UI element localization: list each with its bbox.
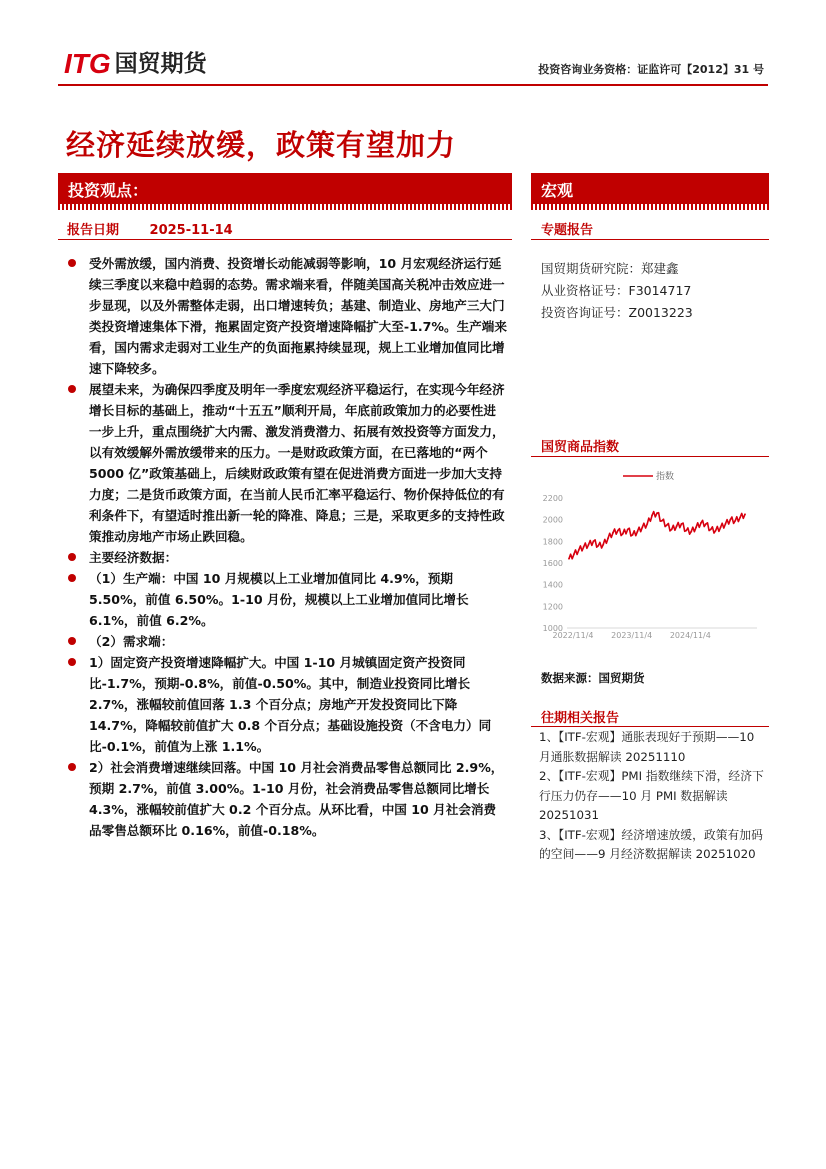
index-data-point xyxy=(671,529,673,531)
index-data-point xyxy=(744,513,746,515)
y-tick-label: 1800 xyxy=(542,537,563,547)
company-logo xyxy=(64,50,207,78)
date-rule xyxy=(58,239,512,240)
index-data-point xyxy=(666,524,668,526)
index-data-point xyxy=(583,546,585,548)
y-tick-label: 1600 xyxy=(542,559,563,568)
index-data-point xyxy=(695,526,697,528)
logo-latin: ITG xyxy=(64,48,111,79)
report-date: 2025-11-14 xyxy=(149,223,233,238)
x-tick-label: 2023/11/4 xyxy=(611,631,653,640)
investment-view-bar xyxy=(58,173,512,210)
bullet-paragraph: 受外需放缓，国内消费、投资增长动能减弱等影响，10 月宏观经济运行延续三季度以来稳中趋弱的态势。需求端来看，伴随美国高关税冲击效应进一步显现，以及外需整体走弱，出口增速转负；基建、制造业、房地产三大门类投资增速集体下滑，拖累固定资产投资增速降幅扩大至-1.7%。生产端来看，国内需求走弱对工业生产的负面拖累持续显现，规上工业增加值同比增速下降较多。 xyxy=(68,253,508,379)
related-section-title: 往期相关报告 xyxy=(541,711,620,726)
index-data-point xyxy=(734,520,736,522)
index-data-point xyxy=(627,529,629,531)
related-report-link[interactable]: 1、【ITF-宏观】通胀表现好于预期——10 月通胀数据解读 20251110 xyxy=(539,730,755,764)
related-report-link[interactable]: 3、【ITF-宏观】经济增速放缓，政策有加码的空间——9 月经济数据解读 20251020 xyxy=(539,827,763,861)
index-data-point xyxy=(568,558,570,560)
index-data-point xyxy=(705,523,707,525)
investment-view-content xyxy=(68,253,508,841)
y-tick-label: 2200 xyxy=(542,494,563,503)
report-date-row xyxy=(67,219,233,238)
bullet-paragraph: 展望未来，为确保四季度及明年一季度宏观经济平稳运行，在实现今年经济增长目标的基础上，推动“十五五”顺利开局，年底前政策加力的必要性进一步上升，重点围绕扩大内需、激发消费潜力、拓展有效投资等方面发力，以有效缓解外需放缓带来的压力。一是财政政策方面，在已落地的“两个 5000 亿”政策基础上，后续财政政策有望在促进消费方面进一步加大支持力度；二是货币政策方面，在当前人民币汇率平稳运行、物价保持低位的有利条件下，有望适时推出新一轮的降准、降息；三是，采取更多的支持性政策推动房地产市场止跌回稳。 xyxy=(68,379,508,547)
index-data-point xyxy=(612,532,614,534)
index-data-point xyxy=(607,537,609,539)
x-tick-label: 2024/11/4 xyxy=(669,631,711,640)
index-data-point xyxy=(651,514,653,516)
index-data-point xyxy=(729,519,731,521)
index-data-point xyxy=(725,523,727,525)
y-tick-label: 1000 xyxy=(542,624,563,633)
index-data-point xyxy=(720,526,722,528)
header-rule xyxy=(58,84,768,86)
index-data-point xyxy=(676,525,678,527)
chart-source: 数据来源：国贸期货 xyxy=(541,671,645,685)
commodity-index-chart xyxy=(535,464,767,644)
qualification-number: 从业资格证号：F3014717 xyxy=(541,283,692,298)
index-data-point xyxy=(700,522,702,524)
report-title: 经济延续放缓，政策有望加力 xyxy=(66,128,457,162)
consulting-number: 投资咨询证号：Z0013223 xyxy=(541,305,693,320)
y-tick-label: 1400 xyxy=(542,580,563,590)
license-text: 投资咨询业务资格：证监许可【2012】31 号 xyxy=(538,63,764,76)
index-section-rule xyxy=(531,456,769,457)
related-reports-list xyxy=(539,728,767,865)
bullet-paragraph: （1）生产端：中国 10 月规模以上工业增加值同比 4.9%，预期 5.50%，前值 6.50%。1-10 月份，规模以上工业增加值同比增长 6.1%，前值 6.2%。 xyxy=(68,568,508,631)
index-data-point xyxy=(593,540,595,542)
index-data-point xyxy=(597,545,599,547)
chart-svg xyxy=(535,464,767,644)
index-data-point xyxy=(637,531,639,533)
category-bar xyxy=(531,173,769,210)
index-data-point xyxy=(588,544,590,546)
related-report-link[interactable]: 2、【ITF-宏观】PMI 指数继续下滑，经济下行压力仍存——10 月 PMI 数据解读 20251031 xyxy=(539,769,764,822)
bullet-paragraph: （2）需求端： xyxy=(68,631,508,652)
y-tick-label: 2000 xyxy=(542,515,563,525)
related-section-rule xyxy=(531,726,769,727)
y-tick-label: 1200 xyxy=(542,602,563,612)
report-type: 专题报告 xyxy=(541,223,594,238)
index-data-point xyxy=(661,520,663,522)
index-data-point xyxy=(617,530,619,532)
x-tick-label: 2022/11/4 xyxy=(552,631,594,640)
bullet-paragraph: 1）固定资产投资增速降幅扩大。中国 1-10 月城镇固定资产投资同比-1.7%，预期-0.8%，前值-0.50%。其中，制造业投资同比增长 2.7%，涨幅较前值回落 1.3 个百分点；房地产开发投资同比下降 14.7%，降幅较前值扩大 0.8 个百分点；基础设施投资（不含电力）同比-0.1%，前值为上涨 1.1%。 xyxy=(68,652,508,757)
category-label: 宏观 xyxy=(541,181,574,200)
index-data-point xyxy=(690,531,692,533)
report-date-label: 报告日期 xyxy=(67,223,120,238)
investment-view-label: 投资观点： xyxy=(68,181,149,200)
index-data-point xyxy=(656,512,658,514)
index-data-point xyxy=(632,534,634,536)
report-type-rule xyxy=(531,239,769,240)
analyst-info xyxy=(541,258,693,324)
bullet-paragraph: 主要经济数据： xyxy=(68,547,508,568)
index-data-point xyxy=(641,526,643,528)
index-section-title: 国贸商品指数 xyxy=(541,440,620,455)
analyst-name: 国贸期货研究院：郑建鑫 xyxy=(541,261,679,276)
index-data-point xyxy=(685,530,687,532)
index-data-point xyxy=(646,523,648,525)
bullet-paragraph: 2）社会消费增速继续回落。中国 10 月社会消费品零售总额同比 2.9%，预期 2.7%，前值 3.00%。1-10 月份，社会消费品零售总额同比增长 4.3%，涨幅较前值扩大 0.2 个百分点。从环比看，中国 10 月社会消费品零售总额环比 0.16%，前值-0.18%。 xyxy=(68,757,508,841)
index-data-point xyxy=(710,529,712,531)
index-data-point xyxy=(739,517,741,519)
legend-label: 指数 xyxy=(656,472,675,482)
index-data-point xyxy=(573,553,575,555)
index-series-line xyxy=(569,512,745,559)
index-data-point xyxy=(622,533,624,535)
index-data-point xyxy=(681,523,683,525)
index-data-point xyxy=(602,544,604,546)
logo-chinese: 国贸期货 xyxy=(114,51,207,77)
index-data-point xyxy=(578,549,580,551)
index-data-point xyxy=(715,530,717,532)
